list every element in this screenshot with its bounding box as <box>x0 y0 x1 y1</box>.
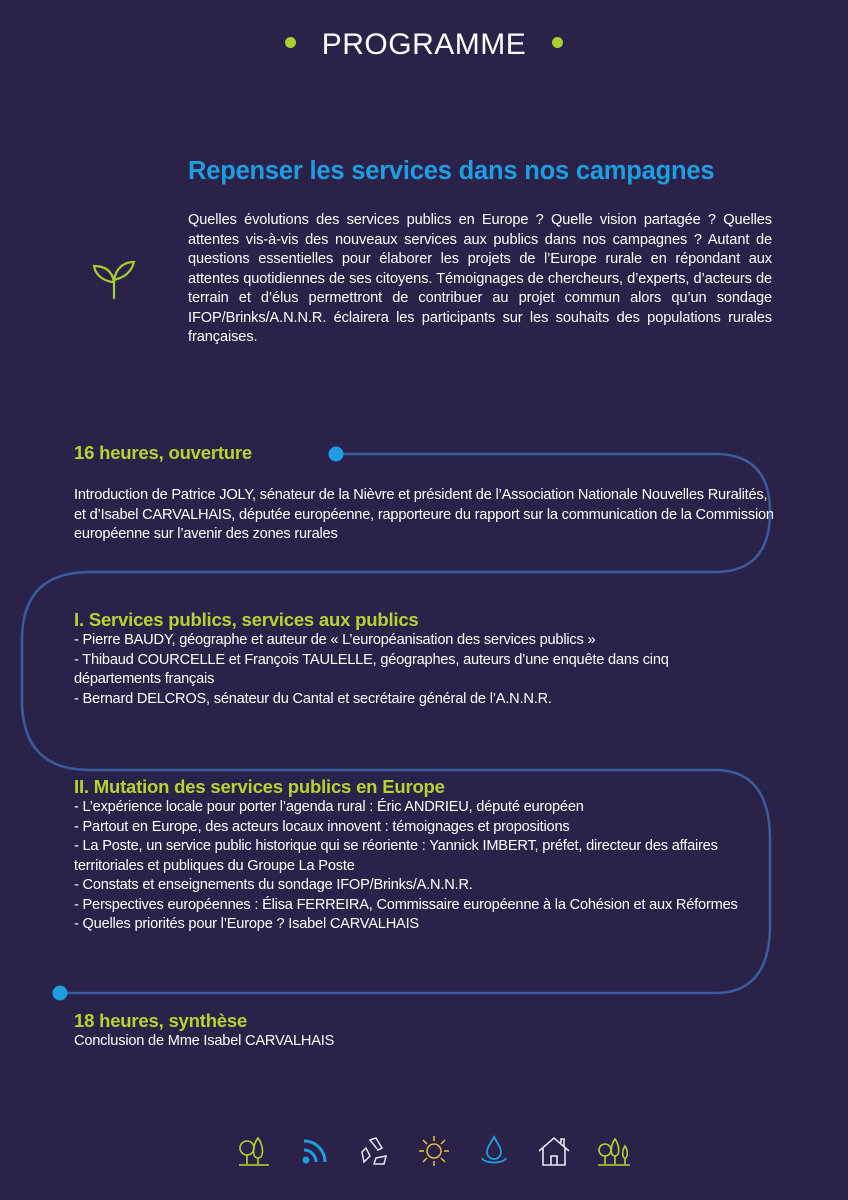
timeline-dot-end <box>53 986 68 1001</box>
footer-icons <box>236 1134 632 1168</box>
list-item: - L’expérience locale pour porter l’agenda rural : Éric ANDRIEU, député européen <box>74 799 584 815</box>
recycle-icon <box>356 1134 392 1168</box>
section-title: II. Mutation des services publics en Europe <box>74 776 445 797</box>
forest-icon <box>596 1134 632 1168</box>
list-item: - Pierre BAUDY, géographe et auteur de « L’européanisation des services publics » <box>74 632 596 648</box>
trees-icon <box>236 1134 272 1168</box>
wifi-icon <box>296 1134 332 1168</box>
intro-heading: Repenser les services dans nos campagnes <box>188 157 715 185</box>
section-opening <box>74 442 252 464</box>
list-item: - Constats et enseignements du sondage IFOP/Brinks/A.N.N.R. <box>74 877 473 893</box>
house-icon <box>536 1134 572 1168</box>
list-item: - Bernard DELCROS, sénateur du Cantal et secrétaire général de l’A.N.N.R. <box>74 690 552 707</box>
title-text: PROGRAMME <box>321 28 527 61</box>
section-closing <box>74 1010 334 1052</box>
list-item: - Partout en Europe, des acteurs locaux innovent : témoignages et propositions <box>74 818 570 835</box>
section-title: 18 heures, synthèse <box>74 1010 248 1031</box>
list-item: - La Poste, un service public historique qui se réoriente : Yannick IMBERT, préfet, directeur des affaires territoriales et publiques du Groupe La Poste <box>74 838 718 874</box>
closing-text: Conclusion de Mme Isabel CARVALHAIS <box>74 1033 335 1049</box>
water-drop-icon <box>476 1134 512 1168</box>
sun-icon <box>416 1134 452 1168</box>
section-title: 16 heures, ouverture <box>74 442 252 463</box>
section-1 <box>74 609 754 709</box>
list-item: - Perspectives européennes : Élisa FERREIRA, Commissaire européenne à la Cohésion et aux Réformes <box>74 896 738 913</box>
intro-text: Quelles évolutions des services publics en Europe ? Quelle vision partagée ? Quelles attentes vis-à-vis des nouveaux services aux publics dans nos campagnes ? Autant de questions essentielles pour élaborer les projets de l’Europe rurale en répondant aux attentes quotidiennes de ses citoyens. Témoignages de chercheurs, d’experts, d’acteurs de terrain et d’élus permettront de contribuer au projet commun alors qu’un sondage IFOP/Brinks/A.N.N.R. éclairera les participants sur les souhaits des populations rurales françaises. <box>188 212 772 345</box>
list-item: - Quelles priorités pour l’Europe ? Isabel CARVALHAIS <box>74 916 419 932</box>
timeline-dot-start <box>329 447 344 462</box>
section-2 <box>74 776 764 935</box>
list-item: - Thibaud COURCELLE et François TAULELLE, géographes, auteurs d’une enquête dans cinq départements français <box>74 651 669 687</box>
opening-text: Introduction de Patrice JOLY, sénateur de la Nièvre et président de l’Association Nationale Nouvelles Ruralités, et d’Isabel CARVALHAIS, députée européenne, rapporteure du rapport sur la communication de la Commission européenne sur l’avenir des zones rurales <box>74 487 774 542</box>
section-title: I. Services publics, services aux publics <box>74 609 419 630</box>
